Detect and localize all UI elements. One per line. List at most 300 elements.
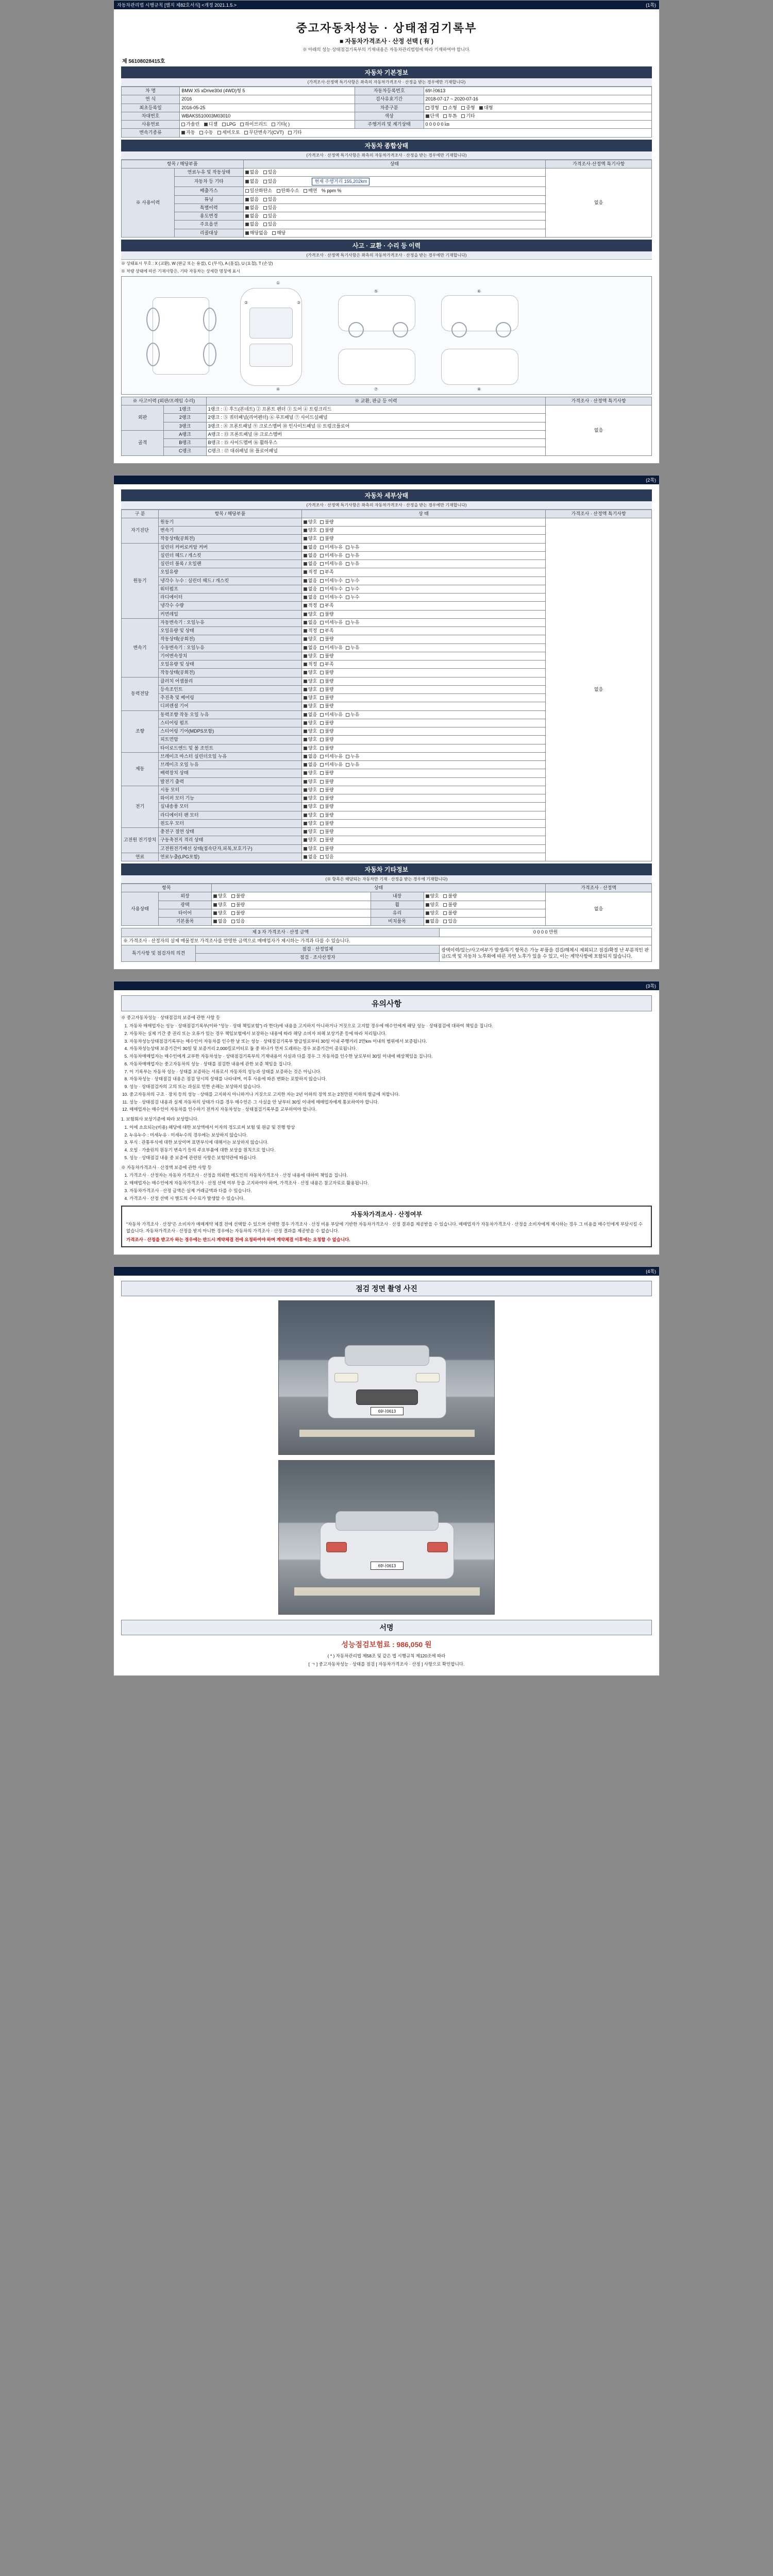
checkbox-body-small[interactable]: 소형 bbox=[443, 105, 457, 111]
basic-info-table bbox=[121, 87, 652, 138]
detail-part-6-2: 실내송풍 모터 bbox=[159, 803, 302, 811]
accident-legend-line1: ※ 상태표시 부호 : X (교환), W (판금 또는 용접), C (부식), A (흠집), U (요철), T (손상) bbox=[121, 261, 273, 266]
detail-part-5-0: 브레이크 마스터 실린더오일 누유 bbox=[159, 752, 302, 760]
detail-state-7-2 bbox=[301, 844, 545, 853]
checkbox-detail-1-5-2[interactable]: 누수 bbox=[346, 586, 359, 592]
notice-item-4: 5. 자동차매매업자는 매수인에게 교부한 자동차성능 · 상태점검기록부의 기재내용이 사실과 다를 경우 그 자동차를 인수한 날로부터 30일 이내에 배상책임을 집니다. bbox=[129, 1053, 652, 1060]
checkbox-trans-cvt[interactable]: 무단변속기(CVT) bbox=[244, 130, 283, 135]
checkbox-co[interactable]: 일산화탄소 bbox=[245, 188, 272, 194]
notice-item-6: 7. 이 기록부는 자동차 성능 · 상태를 보증하는 서류로서 자동차의 성능과 상태를 보증하는 것은 아닙니다. bbox=[129, 1069, 652, 1075]
detail-state-5-1 bbox=[301, 761, 545, 769]
detail-group-4: 조향 bbox=[122, 710, 159, 752]
checkbox-fuel-etc[interactable]: 기타( ) bbox=[272, 122, 290, 127]
checkbox-etc2-1-a[interactable]: 양호 bbox=[426, 902, 439, 908]
checkbox-detail-1-2-2[interactable]: 누유 bbox=[346, 561, 359, 567]
checkbox-fuel-lpg[interactable]: LPG bbox=[222, 122, 236, 127]
checkbox-detail-1-1-2[interactable]: 누유 bbox=[346, 553, 359, 558]
checkbox-trans-manual[interactable]: 수동 bbox=[199, 130, 213, 135]
checkbox-etc2-3-b[interactable]: 있음 bbox=[443, 919, 457, 924]
detail-state-4-2 bbox=[301, 727, 545, 736]
checkbox-detail-2-2-1[interactable]: 불량 bbox=[320, 636, 333, 642]
detail-part-2-3: 수동변속기 : 오일누유 bbox=[159, 643, 302, 652]
legend-sub-3: A랭크 bbox=[164, 430, 206, 438]
section-basic-info-header: 자동차 기본정보 bbox=[121, 66, 652, 78]
checkbox-detail-5-3-1[interactable]: 불량 bbox=[320, 779, 333, 785]
checkbox-none-1[interactable]: 없음 bbox=[245, 179, 259, 184]
checkbox-detail-2-2-0[interactable]: 양호 bbox=[304, 636, 317, 642]
diagram-roof bbox=[249, 308, 293, 338]
checkbox-etc-0-a[interactable]: 양호 bbox=[213, 893, 227, 899]
checkbox-detail-4-4-0[interactable]: 양호 bbox=[304, 745, 317, 751]
checkbox-detail-4-0-1[interactable]: 미세누유 bbox=[320, 712, 343, 718]
checkbox-yes-5[interactable]: 있음 bbox=[263, 213, 277, 219]
etc-state2-1 bbox=[424, 901, 546, 909]
legend-text-1: 2랭크 : ⑤ 쿼터패널(리어펜더) ⑥ 루프패널 ⑦ 사이드실패널 bbox=[206, 414, 546, 422]
detail-group-0: 자기진단 bbox=[122, 518, 159, 543]
checkbox-detail-1-2-1[interactable]: 미세누유 bbox=[320, 561, 343, 567]
legend-text-5: C랭크 : ⑰ 대쉬패널 ⑱ 플로어패널 bbox=[206, 447, 546, 455]
diagram-mark-1: ① bbox=[276, 280, 280, 285]
checkbox-etc-2-b[interactable]: 불량 bbox=[231, 910, 245, 916]
detail-part-1-7: 냉각수 수량 bbox=[159, 602, 302, 610]
checkbox-detail-0-1-1[interactable]: 불량 bbox=[320, 528, 333, 533]
table-row bbox=[122, 518, 652, 526]
checkbox-detail-7-2-0[interactable]: 양호 bbox=[304, 846, 317, 852]
checkbox-detail-6-0-0[interactable]: 양호 bbox=[304, 787, 317, 793]
detail-state-3-0 bbox=[301, 677, 545, 685]
checkbox-detail-5-0-1[interactable]: 미세누유 bbox=[320, 754, 343, 759]
checkbox-detail-1-5-1[interactable]: 미세누수 bbox=[320, 586, 343, 592]
label-fuel: 사용연료 bbox=[122, 121, 180, 129]
checkbox-detail-6-2-1[interactable]: 불량 bbox=[320, 804, 333, 809]
etc-state-3 bbox=[211, 918, 371, 926]
checkbox-detail-3-1-0[interactable]: 양호 bbox=[304, 687, 317, 692]
notice-item-2: 3. 자동차성능상태점검기록부는 매수인이 자동차를 인수한 날 또는 성능 · 상태점검기록부 발급일로부터 30일 이내 주행거리 2만km 이내의 범위에서 보증됩니다. bbox=[129, 1038, 652, 1045]
checkbox-detail-2-1-1[interactable]: 부족 bbox=[320, 628, 333, 634]
checkbox-detail-6-1-0[interactable]: 양호 bbox=[304, 795, 317, 801]
notice-item-5: 6. 자동차매매업자는 중고자동차의 성능 · 상태를 점검한 내용에 관한 보증 책임을 집니다. bbox=[129, 1061, 652, 1067]
notice-item3-0: 1. 가격조사 · 산정자는 자동차 가격조사 · 산정을 의뢰한 매도인의 자동차가격조사 · 산정 내용에 대하여 책임을 집니다. bbox=[129, 1172, 652, 1179]
checkbox-detail-8-0-0[interactable]: 없음 bbox=[304, 854, 317, 860]
checkbox-detail-3-0-1[interactable]: 불량 bbox=[320, 679, 333, 684]
checkbox-none-5[interactable]: 없음 bbox=[245, 213, 259, 219]
row-label-2: 배출가스 bbox=[174, 187, 243, 195]
checkbox-detail-1-0-0[interactable]: 없음 bbox=[304, 545, 317, 550]
checkbox-etc2-0-b[interactable]: 불량 bbox=[443, 893, 457, 899]
checkbox-body-medium[interactable]: 중형 bbox=[461, 105, 475, 111]
price-right-note: 광택이력/있는/사고여부가 발생/특기 항목은 가능 부품을 검검/해체시 제외되고 점검/확정 난 부분적인 판금/도색 및 자동차 노후화에 따른 자연 노후가 있을 수 있고, 이는 계약사항에 포함되지 않습니다. bbox=[440, 945, 652, 962]
detail-part-2-1: 오일유량 및 상태 bbox=[159, 627, 302, 635]
legend-sub-1: 2랭크 bbox=[164, 414, 206, 422]
price-value: 0 0 0 0 만원 bbox=[440, 928, 652, 937]
checkbox-etc2-1-b[interactable]: 불량 bbox=[443, 902, 457, 908]
checkbox-detail-2-0-1[interactable]: 미세누유 bbox=[320, 620, 343, 625]
section-overall-header: 자동차 종합상태 bbox=[121, 140, 652, 151]
page2-topbar bbox=[114, 476, 659, 484]
detail-state-2-4 bbox=[301, 652, 545, 660]
checkbox-body-large[interactable]: 대형 bbox=[479, 105, 493, 111]
detail-part-4-2: 스티어링 기어(MDPS포함) bbox=[159, 727, 302, 736]
checkbox-detail-5-0-0[interactable]: 없음 bbox=[304, 754, 317, 759]
checkbox-detail-2-0-0[interactable]: 없음 bbox=[304, 620, 317, 625]
price-inspector-label: 점검 · 산정업체 bbox=[196, 945, 440, 953]
accident-note-header: 가격조사 · 산정액 특기사항 bbox=[546, 397, 652, 405]
checkbox-detail-3-2-0[interactable]: 양호 bbox=[304, 695, 317, 701]
checkbox-etc2-2-b[interactable]: 불량 bbox=[443, 910, 457, 916]
table-row bbox=[122, 928, 652, 937]
checkbox-none-7[interactable]: 해당없음 bbox=[245, 230, 268, 236]
detail-part-6-4: 윈도우 모터 bbox=[159, 819, 302, 827]
notice-heading-2: 1. 보험회사 보상기준에 따라 보상합니다. bbox=[121, 1116, 199, 1122]
detail-state-7-1 bbox=[301, 836, 545, 844]
detail-state-3-3 bbox=[301, 702, 545, 710]
car-damage-diagram[interactable] bbox=[121, 276, 652, 395]
detail-state-0-0 bbox=[301, 518, 545, 526]
checkbox-detail-5-2-0[interactable]: 양호 bbox=[304, 770, 317, 776]
checkbox-detail-6-0-1[interactable]: 불량 bbox=[320, 787, 333, 793]
etc-state2-0 bbox=[424, 892, 546, 901]
checkbox-detail-1-3-1[interactable]: 부족 bbox=[320, 569, 333, 575]
detail-group-5: 제동 bbox=[122, 752, 159, 786]
checkbox-none-4[interactable]: 없음 bbox=[245, 205, 259, 211]
diagram-wheel-rl bbox=[146, 343, 160, 366]
checkbox-detail-1-1-1[interactable]: 미세누유 bbox=[320, 553, 343, 558]
checkbox-detail-2-4-1[interactable]: 불량 bbox=[320, 653, 333, 659]
checkbox-detail-1-5-0[interactable]: 없음 bbox=[304, 586, 317, 592]
diagram-underbody-left bbox=[338, 349, 415, 385]
checkbox-detail-2-1-0[interactable]: 적정 bbox=[304, 628, 317, 634]
row-state-1 bbox=[243, 177, 546, 187]
detail-state-6-4 bbox=[301, 819, 545, 827]
table-row bbox=[122, 87, 652, 95]
checkbox-color-two[interactable]: 투톤 bbox=[443, 113, 457, 119]
header-state: 상태 bbox=[243, 160, 546, 168]
checkbox-etc2-2-a[interactable]: 양호 bbox=[426, 910, 439, 916]
legend-group-outer: 외판 bbox=[122, 405, 164, 431]
row-label-7: 리콜대상 bbox=[174, 229, 243, 237]
checkbox-color-solid[interactable]: 단색 bbox=[426, 113, 439, 119]
notice-item-0: 1. 자동차 매매업자는 성능 · 상태점검기록부(이하 "성능 · 상태 책임보험") 라 한다)에 내용을 고지하지 아니하거나 거짓으로 고지할 경우에 매수인에게 해당 성능 · 상태점검에 대하여 책임을 집니다. bbox=[129, 1023, 652, 1029]
detail-part-0-0: 원동기 bbox=[159, 518, 302, 526]
detail-part-1-2: 실린더 블록 / 오일팬 bbox=[159, 560, 302, 568]
checkbox-detail-6-3-0[interactable]: 양호 bbox=[304, 812, 317, 818]
photo2-license-plate: 69나0613 bbox=[371, 1562, 404, 1570]
checkbox-fuel-hybrid[interactable]: 하이브리드 bbox=[240, 122, 267, 127]
checkbox-color-etc[interactable]: 기타 bbox=[461, 113, 475, 119]
notice-subitem-2: 3. 부식 : 관통부식에 대한 보상이며 표면부식에 대해서는 보상하지 않습니다. bbox=[129, 1139, 652, 1146]
header-part: 항목 / 해당부품 bbox=[159, 510, 302, 518]
detail-part-3-0: 클러치 어셈블리 bbox=[159, 677, 302, 685]
checkbox-detail-5-2-1[interactable]: 불량 bbox=[320, 770, 333, 776]
checkbox-detail-7-0-1[interactable]: 불량 bbox=[320, 829, 333, 835]
detail-state-1-1 bbox=[301, 551, 545, 560]
checkbox-detail-1-0-2[interactable]: 누유 bbox=[346, 545, 359, 550]
detail-state-1-5 bbox=[301, 585, 545, 593]
detail-part-1-8: 커먼레일 bbox=[159, 610, 302, 618]
value-plate-no: 69나0613 bbox=[424, 87, 651, 95]
checkbox-detail-7-0-0[interactable]: 양호 bbox=[304, 829, 317, 835]
checkbox-detail-1-8-1[interactable]: 불량 bbox=[320, 612, 333, 617]
checkbox-detail-1-2-0[interactable]: 없음 bbox=[304, 561, 317, 567]
checkbox-detail-6-3-1[interactable]: 불량 bbox=[320, 812, 333, 818]
photo1-headlight-left bbox=[334, 1373, 358, 1382]
photo2-taillight-right bbox=[427, 1542, 448, 1552]
row-label-5: 용도변경 bbox=[174, 212, 243, 221]
value-fuel bbox=[180, 121, 355, 129]
checkbox-detail-1-4-1[interactable]: 미세누수 bbox=[320, 578, 343, 584]
checkbox-detail-2-3-2[interactable]: 누유 bbox=[346, 645, 359, 651]
section-detail-header: 자동차 세부상태 bbox=[121, 489, 652, 501]
checkbox-detail-1-1-0[interactable]: 없음 bbox=[304, 553, 317, 558]
checkbox-trans-semi[interactable]: 세미오토 bbox=[217, 130, 240, 135]
checkbox-detail-2-6-1[interactable]: 불량 bbox=[320, 670, 333, 675]
checkbox-detail-2-4-0[interactable]: 양호 bbox=[304, 653, 317, 659]
page3-number: (3쪽) bbox=[646, 984, 656, 989]
checkbox-detail-7-1-1[interactable]: 불량 bbox=[320, 837, 333, 843]
checkbox-detail-1-6-1[interactable]: 미세누수 bbox=[320, 595, 343, 600]
checkbox-detail-1-4-2[interactable]: 누수 bbox=[346, 578, 359, 584]
notice-sublist bbox=[129, 1124, 652, 1161]
notice-list-3 bbox=[129, 1172, 652, 1201]
page-title: 중고자동차성능 · 상태점검기록부 bbox=[296, 22, 477, 35]
notice-item-3: 4. 자동차성능상태 보증기간이 30일 및 보증거리 2,000킬로미터로 둘 중 하나가 먼저 도래하는 경우 보증기간이 종료됩니다. bbox=[129, 1045, 652, 1052]
page-number: (1쪽) bbox=[646, 3, 656, 8]
page-3 bbox=[113, 981, 660, 1255]
checkbox-none-6[interactable]: 없음 bbox=[245, 222, 259, 227]
overall-note-value: 없음 bbox=[546, 168, 652, 237]
detail-note-value: 없음 bbox=[546, 518, 652, 861]
diagram-mark-6: ⑥ bbox=[477, 289, 481, 294]
checkbox-detail-6-1-1[interactable]: 불량 bbox=[320, 795, 333, 801]
section-accident-note: (가격조사 · 산정액 특기사항은 좌측의 자동차가격조사 · 산정을 받는 경우에만 기재합니다) bbox=[121, 251, 652, 260]
photo-rear-view[interactable] bbox=[278, 1460, 495, 1615]
notice-subitem-4: 5. 성능 · 상태점검 내용 중 보증에 관련된 사항은 보험약관에 따릅니다. bbox=[129, 1155, 652, 1161]
checkbox-fuel-gasoline[interactable]: 가솔린 bbox=[181, 122, 199, 127]
detail-group-7: 고전원 전기장치 bbox=[122, 828, 159, 853]
checkbox-detail-4-3-0[interactable]: 양호 bbox=[304, 737, 317, 742]
detail-part-6-3: 라디에이터 팬 모터 bbox=[159, 811, 302, 819]
row-state-7 bbox=[243, 229, 546, 237]
etc-label-0: 외장 bbox=[159, 892, 212, 901]
diagram-side-left-wheel-r bbox=[393, 322, 408, 337]
etc-label-3: 기본품목 bbox=[159, 918, 212, 926]
checkbox-detail-1-7-1[interactable]: 부족 bbox=[320, 603, 333, 608]
checkbox-detail-4-0-2[interactable]: 누유 bbox=[346, 712, 359, 718]
detail-state-1-7 bbox=[301, 602, 545, 610]
checkbox-fuel-diesel[interactable]: 디젤 bbox=[204, 122, 217, 127]
checkbox-yes-3[interactable]: 있음 bbox=[263, 197, 277, 202]
accident-parts-note: ※ 교환, 판금 등 이력 bbox=[206, 397, 546, 405]
detail-part-4-1: 스티어링 펌프 bbox=[159, 719, 302, 727]
checkbox-detail-0-2-0[interactable]: 양호 bbox=[304, 536, 317, 541]
notice-item-10: 11. 성능 · 상태점검 내용과 실제 자동차의 상태가 다를 경우 매수인은 그 사실을 안 날부터 30일 이내에 매매업자에게 통보하여야 합니다. bbox=[129, 1099, 652, 1106]
checkbox-detail-6-4-0[interactable]: 양호 bbox=[304, 821, 317, 826]
detail-part-2-0: 자동변속기 : 오일누유 bbox=[159, 618, 302, 626]
checkbox-detail-5-1-0[interactable]: 없음 bbox=[304, 762, 317, 768]
photo2-lift-rail bbox=[294, 1587, 480, 1596]
checkbox-detail-5-0-2[interactable]: 누유 bbox=[346, 754, 359, 759]
photo1-windshield bbox=[345, 1345, 429, 1366]
diagram-mark-4: ④ bbox=[276, 386, 280, 392]
detail-state-1-2 bbox=[301, 560, 545, 568]
table-row bbox=[122, 168, 652, 176]
checkbox-detail-2-3-0[interactable]: 없음 bbox=[304, 645, 317, 651]
checkbox-detail-2-0-2[interactable]: 누유 bbox=[346, 620, 359, 625]
checkbox-detail-0-0-0[interactable]: 양호 bbox=[304, 519, 317, 525]
checkbox-etc-3-b[interactable]: 있음 bbox=[231, 919, 245, 924]
detail-state-7-0 bbox=[301, 828, 545, 836]
checkbox-detail-2-6-0[interactable]: 양호 bbox=[304, 670, 317, 675]
detail-part-7-2: 고전원전기배선 상태(접속단자,피복,보호기구) bbox=[159, 844, 302, 853]
checkbox-detail-3-3-1[interactable]: 불량 bbox=[320, 703, 333, 709]
table-row bbox=[122, 112, 652, 120]
checkbox-detail-6-4-1[interactable]: 불량 bbox=[320, 821, 333, 826]
checkbox-detail-5-3-0[interactable]: 양호 bbox=[304, 779, 317, 785]
row-state-2 bbox=[243, 187, 546, 195]
row-label-0: 연료누유 및 작동상태 bbox=[174, 168, 243, 176]
checkbox-etc-2-a[interactable]: 양호 bbox=[213, 910, 227, 916]
checkbox-detail-4-1-1[interactable]: 불량 bbox=[320, 720, 333, 726]
checkbox-none-3[interactable]: 없음 bbox=[245, 197, 259, 202]
checkbox-detail-0-2-1[interactable]: 불량 bbox=[320, 536, 333, 541]
checkbox-detail-4-2-1[interactable]: 불량 bbox=[320, 728, 333, 734]
checkbox-etc-1-b[interactable]: 불량 bbox=[231, 902, 245, 908]
checkbox-etc-1-a[interactable]: 양호 bbox=[213, 902, 227, 908]
checkbox-detail-1-6-0[interactable]: 없음 bbox=[304, 595, 317, 600]
checkbox-yes-0[interactable]: 있음 bbox=[263, 170, 277, 175]
checkbox-detail-8-0-1[interactable]: 있음 bbox=[320, 854, 333, 860]
label-year: 연 식 bbox=[122, 95, 180, 104]
detail-state-2-6 bbox=[301, 669, 545, 677]
checkbox-etc-3-a[interactable]: 없음 bbox=[213, 919, 227, 924]
detail-group-6: 전기 bbox=[122, 786, 159, 827]
checkbox-detail-1-7-0[interactable]: 적정 bbox=[304, 603, 317, 608]
detail-part-1-1: 실린더 헤드 / 개스킷 bbox=[159, 551, 302, 560]
value-car-name: BMW X5 xDrive30d (4WD)형 5 bbox=[180, 87, 355, 95]
detail-part-3-1: 등속조인트 bbox=[159, 685, 302, 693]
value-body-type bbox=[424, 104, 651, 112]
checkbox-detail-1-6-2[interactable]: 누수 bbox=[346, 595, 359, 600]
checkbox-detail-1-8-0[interactable]: 양호 bbox=[304, 612, 317, 617]
checkbox-none-0[interactable]: 없음 bbox=[245, 170, 259, 175]
row-label-4: 특별이력 bbox=[174, 204, 243, 212]
detail-state-4-3 bbox=[301, 736, 545, 744]
checkbox-trans-auto[interactable]: 자동 bbox=[181, 130, 195, 135]
page1-topbar bbox=[114, 1, 659, 9]
header-etc-item: 항목 bbox=[122, 884, 212, 892]
checkbox-detail-0-0-1[interactable]: 불량 bbox=[320, 519, 333, 525]
diagram-mark-2: ② bbox=[244, 300, 248, 305]
checkbox-detail-7-2-1[interactable]: 불량 bbox=[320, 846, 333, 852]
detail-state-1-4 bbox=[301, 577, 545, 585]
checkbox-detail-4-0-0[interactable]: 없음 bbox=[304, 712, 317, 718]
value-first-reg: 2016-05-25 bbox=[180, 104, 355, 112]
detail-part-1-0: 실린더 커버로커암 커버 bbox=[159, 543, 302, 551]
table-row bbox=[122, 397, 652, 405]
guide-title: 자동차가격조사 · 산정여부 bbox=[350, 1211, 423, 1218]
checkbox-detail-1-4-0[interactable]: 없음 bbox=[304, 578, 317, 584]
notice-item-9: 10. 중고자동차의 구조 · 장치 등의 성능 · 상태를 고지하지 아니하거나 거짓으로 고지한 자는 2년 이하의 징역 또는 2천만원 이하의 벌금에 처합니다. bbox=[129, 1091, 652, 1098]
etc-label-2: 타이어 bbox=[159, 909, 212, 917]
diagram-underbody-right bbox=[441, 349, 518, 385]
notice-heading-3: ※ 자동차가격조사 · 산정액 보증에 관한 사항 등 bbox=[121, 1164, 212, 1170]
detail-state-5-0 bbox=[301, 752, 545, 760]
checkbox-yes-7[interactable]: 해당 bbox=[272, 230, 285, 236]
header-etc-note: 가격조사 · 산정액 bbox=[546, 884, 652, 892]
checkbox-detail-3-1-1[interactable]: 불량 bbox=[320, 687, 333, 692]
checkbox-detail-3-2-1[interactable]: 불량 bbox=[320, 695, 333, 701]
checkbox-detail-4-3-1[interactable]: 불량 bbox=[320, 737, 333, 742]
detail-state-5-2 bbox=[301, 769, 545, 777]
mileage-highlight: 현재 주행거리 155,202km bbox=[312, 178, 369, 185]
checkbox-detail-0-1-0[interactable]: 양호 bbox=[304, 528, 317, 533]
checkbox-detail-2-5-0[interactable]: 적정 bbox=[304, 662, 317, 667]
checkbox-yes-4[interactable]: 있음 bbox=[263, 205, 277, 211]
checkbox-smoke[interactable]: 매연 bbox=[304, 188, 317, 194]
checkbox-detail-5-1-1[interactable]: 미세누유 bbox=[320, 762, 343, 768]
photo-front-view[interactable] bbox=[278, 1300, 495, 1455]
row-label-6: 주요옵션 bbox=[174, 221, 243, 229]
checkbox-detail-3-3-0[interactable]: 양호 bbox=[304, 703, 317, 709]
detail-state-4-0 bbox=[301, 710, 545, 719]
diagram-trunk bbox=[249, 344, 293, 367]
checkbox-detail-1-3-0[interactable]: 적정 bbox=[304, 569, 317, 575]
detail-state-1-0 bbox=[301, 543, 545, 551]
checkbox-yes-6[interactable]: 있음 bbox=[263, 222, 277, 227]
label-first-reg: 최초등록일 bbox=[122, 104, 180, 112]
notice-subitem-1: 2. 누유누수 : 미세누유 · 미세누수의 경우에는 보상하지 않습니다. bbox=[129, 1132, 652, 1139]
page2-number: (2쪽) bbox=[646, 477, 656, 483]
detail-state-1-6 bbox=[301, 594, 545, 602]
table-header-row bbox=[122, 510, 652, 518]
label-car-name: 차 명 bbox=[122, 87, 180, 95]
checkbox-detail-7-1-0[interactable]: 양호 bbox=[304, 837, 317, 843]
checkbox-etc-0-b[interactable]: 불량 bbox=[231, 893, 245, 899]
detail-group-2: 변속기 bbox=[122, 618, 159, 677]
checkbox-detail-3-0-0[interactable]: 양호 bbox=[304, 679, 317, 684]
checkbox-detail-4-1-0[interactable]: 양호 bbox=[304, 720, 317, 726]
checkbox-detail-2-5-1[interactable]: 부족 bbox=[320, 662, 333, 667]
table-row bbox=[122, 405, 652, 414]
detail-part-3-3: 디퍼렌셜 기어 bbox=[159, 702, 302, 710]
notice-item-8: 9. 성능 · 상태점검자의 고의 또는 과실로 인한 손해는 보상하지 않습니다. bbox=[129, 1083, 652, 1090]
checkbox-detail-5-1-2[interactable]: 누유 bbox=[346, 762, 359, 768]
notice-item3-3: 4. 가격조사 · 산정 선택 시 별도의 수수료가 발생할 수 있습니다. bbox=[129, 1195, 652, 1202]
detail-part-6-0: 시동 모터 bbox=[159, 786, 302, 794]
row-state-6 bbox=[243, 221, 546, 229]
checkbox-etc2-0-a[interactable]: 양호 bbox=[426, 893, 439, 899]
page4-number: (4쪽) bbox=[646, 1268, 656, 1274]
price-estimate-table bbox=[121, 928, 652, 962]
guide-body: "자동차 가격조사 · 산정"은 소비자가 매매계약 체결 전에 선택할 수 있으며 선택한 경우 가격조사 · 산정 비용 부담에 기반한 자동차가격조사 · 산정 결과를 제공받을 수 있습니다. 매매업자가 자동차가격조사 · 산정을 소비자에게 제시하는 경우 그 비용을 매수인에게 부담시킬 수 없습니다. 자동차가격조사 · 산정을 받지 아니한 경우에는 자동차의 가격조사 · 산정 결과를 제공받을 수 없습니다. bbox=[126, 1222, 643, 1233]
checkbox-detail-1-0-1[interactable]: 미세누유 bbox=[320, 545, 343, 550]
form-reference: 자동차관리법 시행규칙 [별지 제82호서식] <개정 2021.1.5.> bbox=[117, 3, 237, 8]
checkbox-yes-1[interactable]: 있음 bbox=[263, 179, 277, 184]
photo2-taillight-left bbox=[326, 1542, 347, 1552]
checkbox-trans-etc[interactable]: 기타 bbox=[288, 130, 301, 135]
checkbox-detail-4-4-1[interactable]: 불량 bbox=[320, 745, 333, 751]
checkbox-detail-2-3-1[interactable]: 미세누유 bbox=[320, 645, 343, 651]
price-band-label: 제 3 자 가격조사 · 산정 금액 bbox=[122, 928, 440, 937]
checkbox-etc2-3-a[interactable]: 없음 bbox=[426, 919, 439, 924]
checkbox-body-compact[interactable]: 경형 bbox=[426, 105, 439, 111]
checkbox-hc[interactable]: 탄화수소 bbox=[277, 188, 299, 194]
detail-part-1-5: 워터펌프 bbox=[159, 585, 302, 593]
diagram-wheel-fr bbox=[203, 308, 216, 331]
detail-state-0-2 bbox=[301, 535, 545, 543]
checkbox-detail-6-2-0[interactable]: 양호 bbox=[304, 804, 317, 809]
checkbox-detail-4-2-0[interactable]: 양호 bbox=[304, 728, 317, 734]
